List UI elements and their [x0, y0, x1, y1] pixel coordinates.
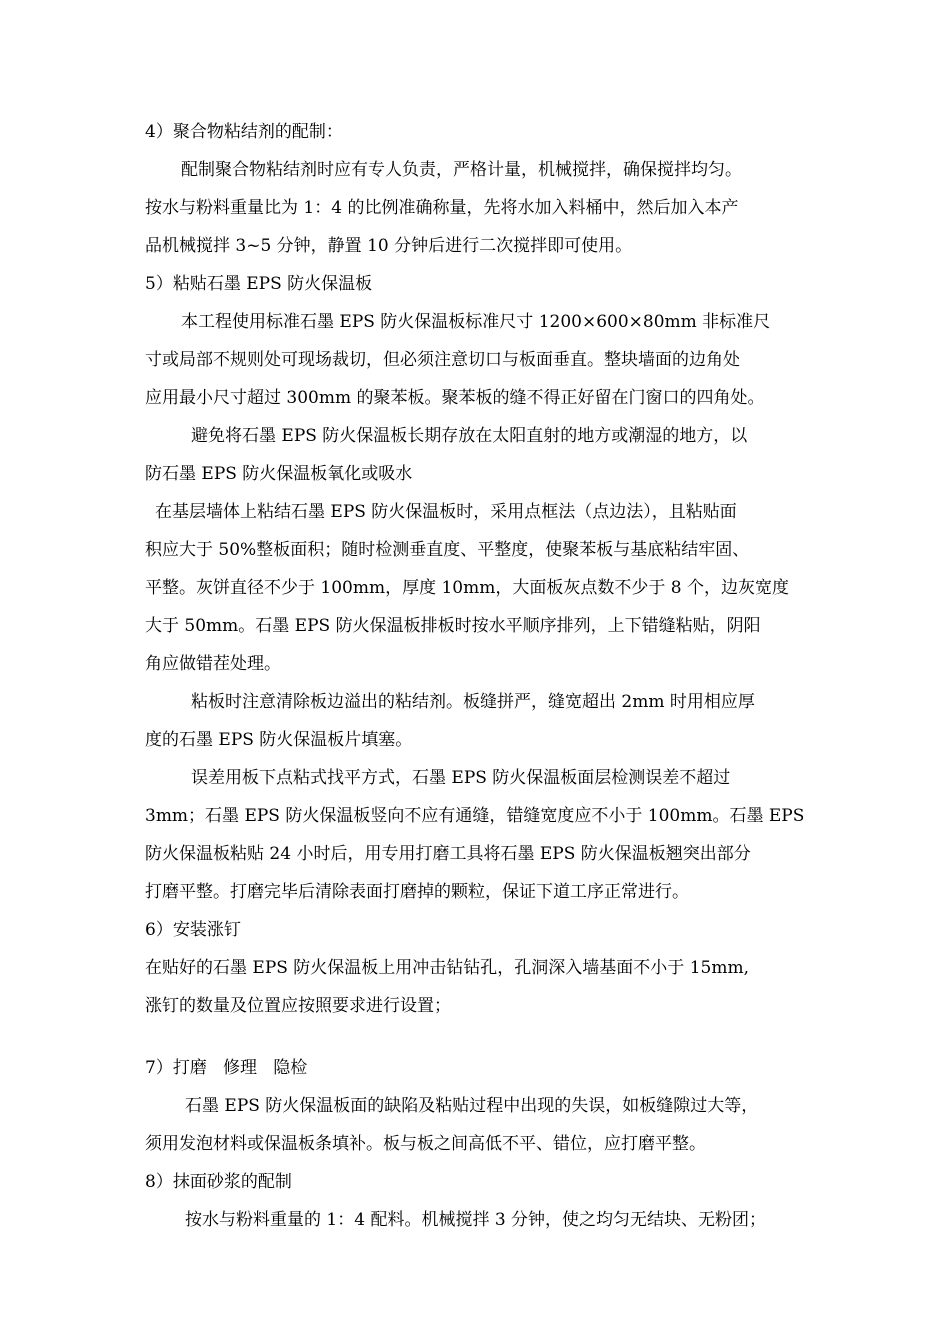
paragraph-line: 误差用板下点粘式找平方式，石墨 EPS 防火保温板面层检测误差不超过	[191, 768, 731, 788]
paragraph-line: 配制聚合物粘结剂时应有专人负责，严格计量，机械搅拌，确保搅拌均匀。	[181, 160, 742, 180]
section-heading: 4）聚合物粘结剂的配制：	[145, 122, 343, 142]
paragraph-line: 品机械搅拌 3~5 分钟，静置 10 分钟后进行二次搅拌即可使用。	[145, 236, 633, 256]
paragraph-line: 应用最小尺寸超过 300mm 的聚苯板。聚苯板的缝不得正好留在门窗口的四角处。	[145, 388, 765, 408]
paragraph-line: 大于 50mm。石墨 EPS 防火保温板排板时按水平顺序排列，上下错缝粘贴，阴阳	[145, 616, 761, 636]
section-heading: 5）粘贴石墨 EPS 防火保温板	[145, 274, 373, 294]
paragraph-line: 石墨 EPS 防火保温板面的缺陷及粘贴过程中出现的失误，如板缝隙过大等，	[185, 1096, 759, 1116]
paragraph-line: 本工程使用标准石墨 EPS 防火保温板标准尺寸 1200×600×80mm 非标准尺	[181, 312, 771, 332]
paragraph-line: 粘板时注意清除板边溢出的粘结剂。板缝拼严，缝宽超出 2mm 时用相应厚	[191, 692, 755, 712]
paragraph-line: 寸或局部不规则处可现场裁切，但必须注意切口与板面垂直。整块墙面的边角处	[145, 350, 740, 370]
paragraph-line: 防火保温板粘贴 24 小时后，用专用打磨工具将石墨 EPS 防火保温板翘突出部分	[145, 844, 751, 864]
section-heading: 7）打磨 修理 隐检	[145, 1058, 308, 1078]
paragraph-line: 角应做错茬处理。	[145, 654, 281, 674]
section-heading: 6）安装涨钉	[145, 920, 241, 940]
paragraph-line: 防石墨 EPS 防火保温板氧化或吸水	[145, 464, 413, 484]
paragraph-line: 须用发泡材料或保温板条填补。板与板之间高低不平、错位，应打磨平整。	[145, 1134, 706, 1154]
paragraph-line: 3mm；石墨 EPS 防火保温板竖向不应有通缝，错缝宽度应不小于 100mm。石墨 EPS	[145, 806, 805, 826]
paragraph-line: 避免将石墨 EPS 防火保温板长期存放在太阳直射的地方或潮湿的地方，以	[191, 426, 748, 446]
paragraph-line: 度的石墨 EPS 防火保温板片填塞。	[145, 730, 413, 750]
paragraph-line: 打磨平整。打磨完毕后清除表面打磨掉的颗粒，保证下道工序正常进行。	[145, 882, 689, 902]
paragraph-line: 按水与粉料重量的 1：4 配料。机械搅拌 3 分钟，使之均匀无结块、无粉团；	[185, 1210, 767, 1230]
paragraph-line: 涨钉的数量及位置应按照要求进行设置；	[145, 996, 451, 1016]
paragraph-line: 在基层墙体上粘结石墨 EPS 防火保温板时，采用点框法（点边法），且粘贴面	[155, 502, 737, 522]
paragraph-line: 在贴好的石墨 EPS 防火保温板上用冲击钻钻孔，孔洞深入墙基面不小于 15mm,	[145, 958, 749, 978]
paragraph-line: 积应大于 50%整板面积；随时检测垂直度、平整度，使聚苯板与基底粘结牢固、	[145, 540, 750, 560]
paragraph-line: 按水与粉料重量比为 1：4 的比例准确称量，先将水加入料桶中，然后加入本产	[145, 198, 739, 218]
section-heading: 8）抹面砂浆的配制	[145, 1172, 292, 1192]
paragraph-line: 平整。灰饼直径不少于 100mm，厚度 10mm，大面板灰点数不少于 8 个，边灰宽度	[145, 578, 789, 598]
